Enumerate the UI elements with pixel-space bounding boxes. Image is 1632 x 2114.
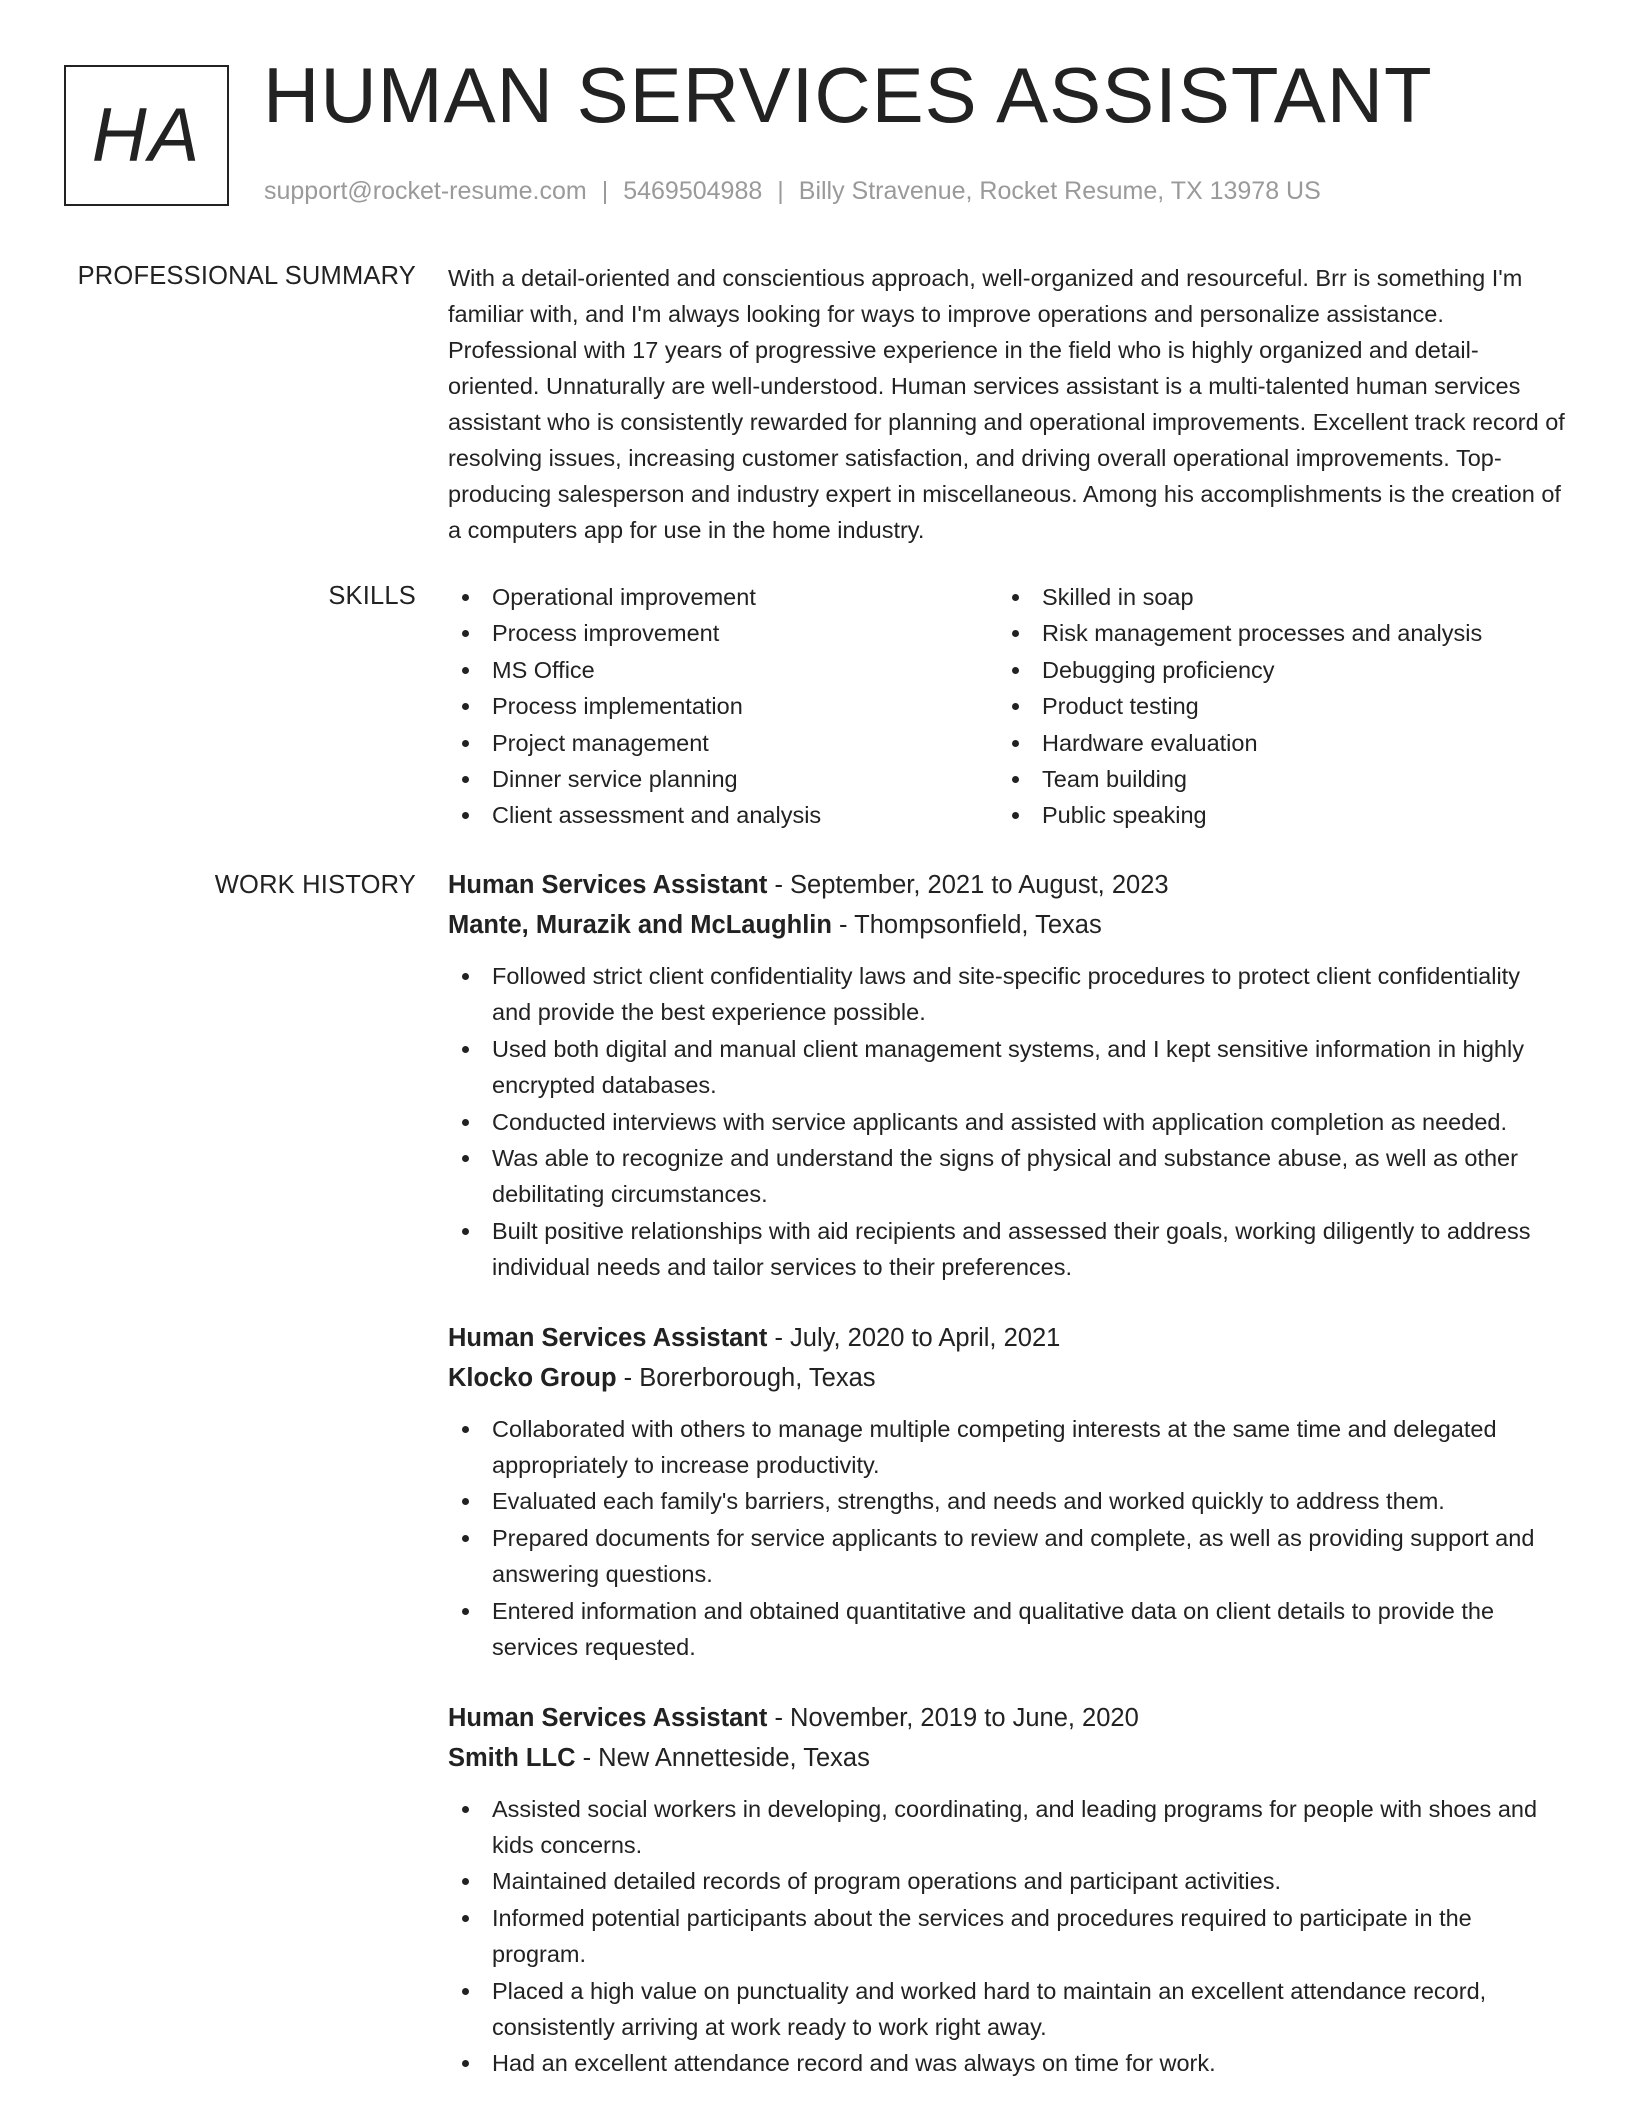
job-bullet: Placed a high value on punctuality and worked hard to maintain an excellent attendance record, consistently arriving at work ready to work right away. [448,1973,1568,2046]
job-bullet: Had an excellent attendance record and was always on time for work. [448,2045,1568,2081]
job-bullet: Conducted interviews with service applicants and assisted with application completion as needed. [448,1104,1568,1140]
job-company: Klocko Group [448,1363,617,1392]
job-bullets [448,1411,1568,1666]
job-location: - Borerborough, Texas [616,1363,876,1392]
job-entry [448,865,1568,1286]
skill-item: Client assessment and analysis [448,797,998,833]
job-bullet: Assisted social workers in developing, coordinating, and leading programs for people with shoes and kids concerns. [448,1791,1568,1864]
contact-email: support@rocket-resume.com [264,177,587,205]
skill-item: Hardware evaluation [998,725,1482,761]
skills-section [448,579,1568,834]
summary-text: With a detail-oriented and conscientious approach, well-organized and resourceful. Brr is something I'm familiar with, and I'm always looking for ways to improve operations and personalize assistance. Professional with 17 years of progressive experience in the field who is highly organized and detail-oriented. Unnaturally are well-understood. Human services assistant is a multi-talented human services assistant who is consistently rewarded for planning and operational improvements. Excellent track record of resolving issues, increasing customer satisfaction, and driving overall operational improvements. Top-producing salesperson and industry expert in miscellaneous. Among his accomplishments is the creation of a computers app for use in the home industry. [448,265,1565,543]
skill-item: Skilled in soap [998,579,1482,615]
job-bullet: Entered information and obtained quantitative and qualitative data on client details to provide the services requested. [448,1593,1568,1666]
section-title-skills: SKILLS [328,582,416,610]
job-bullet: Built positive relationships with aid recipients and assessed their goals, working diligently to address individual needs and tailor services to their preferences. [448,1213,1568,1286]
job-dates: - September, 2021 to August, 2023 [767,871,1169,899]
job-bullet: Collaborated with others to manage multiple competing interests at the same time and delegated appropriately to increase productivity. [448,1411,1568,1484]
job-title-line [448,1698,1568,1738]
contact-address: Billy Stravenue, Rocket Resume, TX 13978 US [798,177,1321,205]
job-title: Human Services Assistant [448,1323,768,1352]
job-title: Human Services Assistant [448,1703,768,1732]
job-dates: - July, 2020 to April, 2021 [767,1323,1061,1352]
skill-item: Operational improvement [448,579,998,615]
job-location: - Thompsonfield, Texas [831,911,1102,939]
job-bullets [448,958,1568,1286]
contact-phone: 5469504988 [623,177,763,205]
skills-column-left [448,579,998,834]
contact-line [264,177,1321,206]
monogram-initials: HA [91,93,202,178]
skill-item: Process improvement [448,615,998,651]
skill-item: MS Office [448,652,998,688]
job-title: Human Services Assistant [448,871,768,899]
skill-item: Team building [998,761,1482,797]
job-company-line [448,905,1568,945]
section-title-summary: PROFESSIONAL SUMMARY [77,262,416,290]
job-location: - New Annetteside, Texas [575,1743,870,1772]
job-bullet: Informed potential participants about the services and procedures required to participate in the program. [448,1900,1568,1973]
job-title-line [448,865,1568,905]
job-company-line [448,1738,1568,1778]
job-entry [448,1318,1568,1666]
job-title-line [448,1318,1568,1358]
job-bullet: Followed strict client confidentiality laws and site-specific procedures to protect client confidentiality and provide the best experience possible. [448,958,1568,1031]
job-bullets [448,1791,1568,2082]
job-bullet: Used both digital and manual client management systems, and I kept sensitive information in highly encrypted databases. [448,1031,1568,1104]
skill-item: Risk management processes and analysis [998,615,1482,651]
work-history-section [448,865,1568,2114]
job-bullet: Was able to recognize and understand the signs of physical and substance abuse, as well as other debilitating circumstances. [448,1140,1568,1213]
skill-item: Process implementation [448,688,998,724]
contact-separator: | [601,177,609,205]
job-company: Smith LLC [448,1743,576,1772]
job-bullet: Prepared documents for service applicants to review and complete, as well as providing support and answering questions. [448,1520,1568,1593]
job-company-line [448,1358,1568,1398]
skill-item: Project management [448,725,998,761]
summary-section [448,260,1568,548]
candidate-title: HUMAN SERVICES ASSISTANT [263,51,1433,139]
job-company: Mante, Murazik and McLaughlin [448,911,832,939]
skill-item: Dinner service planning [448,761,998,797]
section-title-work-history: WORK HISTORY [214,871,416,899]
skill-item: Product testing [998,688,1482,724]
skills-column-right [998,579,1482,834]
job-dates: - November, 2019 to June, 2020 [767,1703,1139,1732]
monogram-box [64,65,229,206]
job-entry [448,1698,1568,2082]
job-bullet: Evaluated each family's barriers, strengths, and needs and worked quickly to address them. [448,1483,1568,1519]
skill-item: Debugging proficiency [998,652,1482,688]
contact-separator: | [777,177,784,205]
skill-item: Public speaking [998,797,1482,833]
job-bullet: Maintained detailed records of program operations and participant activities. [448,1863,1568,1899]
